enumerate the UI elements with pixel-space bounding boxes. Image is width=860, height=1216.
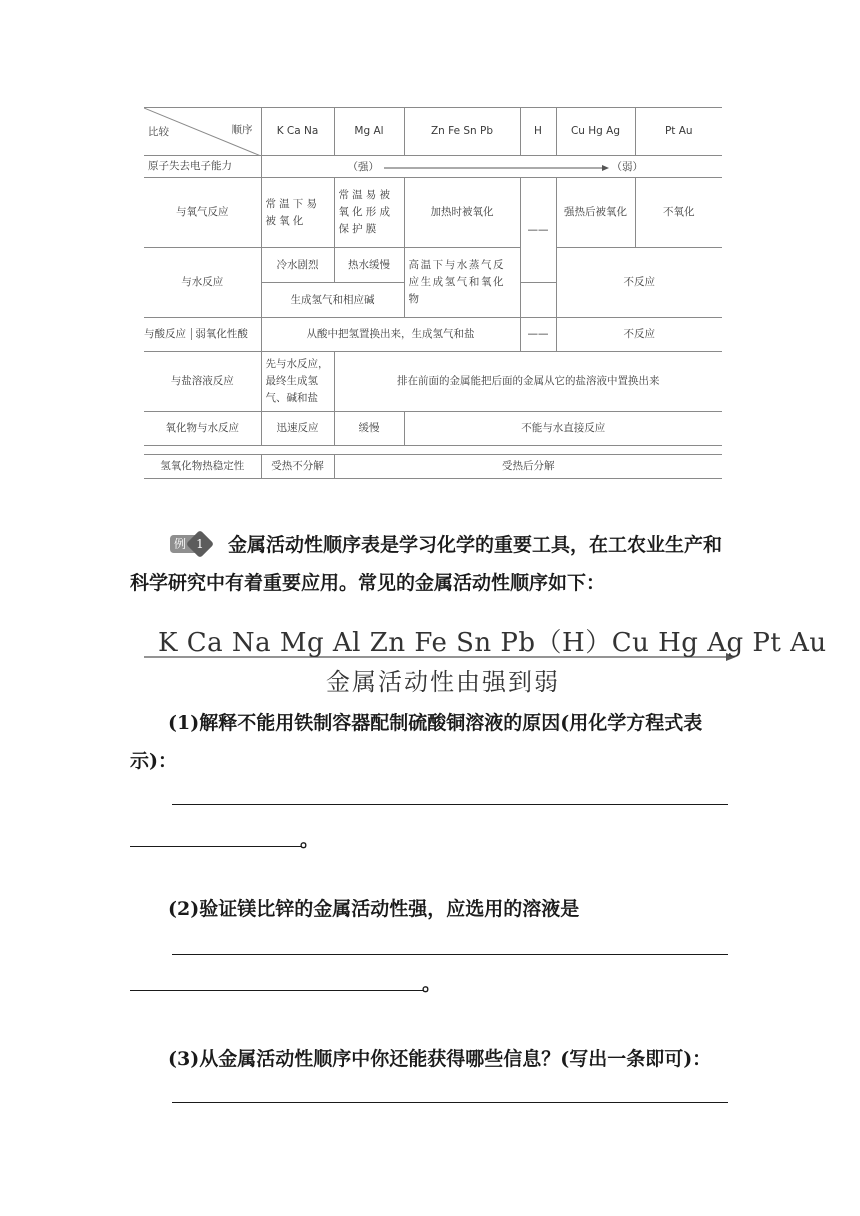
- hydroxide-stability-table: [144, 454, 722, 479]
- question-3: (3)从金属活动性顺序中你还能获得哪些信息？(写出一条即可)：: [168, 1048, 712, 1070]
- row-label-acid: [144, 318, 261, 352]
- answer-blank[interactable]: [172, 1102, 728, 1103]
- row-label-oxide-water: 氧化物与水反应: [144, 412, 261, 446]
- water-cell: 冷水剧烈: [261, 248, 334, 283]
- question-2: (2)验证镁比锌的金属活动性强，应选用的溶液是: [168, 898, 580, 920]
- metal-group-header: Pt Au: [635, 108, 722, 156]
- acid-cell: 不反应: [556, 318, 722, 352]
- oxygen-cell: 加热时被氧化: [404, 178, 520, 248]
- oxide-water-cell: 缓慢: [334, 412, 404, 446]
- activity-series-text: K Ca Na Mg Al Zn Fe Sn Pb（H）Cu Hg Ag Pt Au: [158, 628, 827, 658]
- oxygen-cell: 强热后被氧化: [556, 178, 635, 248]
- row-label-oxygen: 与氧气反应: [144, 178, 261, 248]
- acid-label: 与酸反应: [144, 328, 186, 340]
- oxygen-cell-h: ——: [520, 178, 556, 283]
- row-label-hydroxide: 氢氧化物热稳定性: [144, 455, 261, 479]
- corner-compare-label: 比较: [148, 126, 169, 138]
- hydroxide-cell: 受热后分解: [334, 455, 722, 479]
- answer-blank[interactable]: [172, 954, 728, 955]
- metal-group-header: Cu Hg Ag: [556, 108, 635, 156]
- oxide-water-cell: 迅速反应: [261, 412, 334, 446]
- header-corner-cell: [144, 108, 261, 156]
- water-cell: 生成氢气和相应碱: [261, 283, 404, 318]
- metal-properties-table: [144, 107, 722, 446]
- example-badge: [170, 532, 214, 556]
- water-cell: 热水缓慢: [334, 248, 404, 283]
- metal-group-header: Zn Fe Sn Pb: [404, 108, 520, 156]
- example-intro: [130, 526, 730, 602]
- activity-series-caption: 金属活动性由强到弱: [326, 668, 560, 696]
- answer-blank[interactable]: [130, 990, 424, 991]
- corner-order-label: 顺序: [231, 124, 253, 136]
- period: 。: [422, 973, 442, 995]
- water-cell: 不反应: [556, 248, 722, 318]
- salt-cell: 排在前面的金属能把后面的金属从它的盐溶液中置换出来: [334, 352, 722, 412]
- water-cell: 高温下与水蒸气反应生成氢气和氧化物: [404, 248, 520, 318]
- example-intro-text: 金属活动性顺序表是学习化学的重要工具，在工农业生产和科学研究中有着重要应用。常见的金属活动性顺序如下：: [130, 534, 723, 594]
- acid-cell-h: ——: [520, 318, 556, 352]
- electron-trend-cell: [261, 156, 722, 178]
- metal-properties-table-figure: [144, 107, 722, 479]
- salt-cell: 先与水反应，最终生成氢气、碱和盐: [261, 352, 334, 412]
- trend-strong-label: （强）: [347, 160, 379, 173]
- metal-group-header: Mg Al: [334, 108, 404, 156]
- water-cell-h: [520, 283, 556, 318]
- oxygen-cell: 常温易被氧化形成保护膜: [334, 178, 404, 248]
- oxygen-cell: 不氧化: [635, 178, 722, 248]
- period: 。: [300, 829, 320, 851]
- example-badge-number: 1: [196, 537, 204, 551]
- oxide-water-cell: 不能与水直接反应: [404, 412, 722, 446]
- acid-cell: 从酸中把氢置换出来，生成氢气和盐: [261, 318, 520, 352]
- metal-group-header: H: [520, 108, 556, 156]
- hydroxide-cell: 受热不分解: [261, 455, 334, 479]
- row-label-water: 与水反应: [144, 248, 261, 318]
- metal-group-header: K Ca Na: [261, 108, 334, 156]
- answer-blank[interactable]: [130, 846, 302, 847]
- example-badge-label: 例: [174, 537, 187, 551]
- oxygen-cell: 常温下易被氧化: [261, 178, 334, 248]
- row-label-salt: 与盐溶液反应: [144, 352, 261, 412]
- answer-blank[interactable]: [172, 804, 728, 805]
- acid-sublabel: 弱氧化性酸: [191, 328, 248, 340]
- question-1: (1)解释不能用铁制容器配制硫酸铜溶液的原因(用化学方程式表示)：: [130, 712, 703, 772]
- row-label-electron: 原子失去电子能力: [144, 156, 261, 178]
- activity-series-figure: [140, 616, 827, 696]
- trend-weak-label: （弱）: [611, 160, 643, 173]
